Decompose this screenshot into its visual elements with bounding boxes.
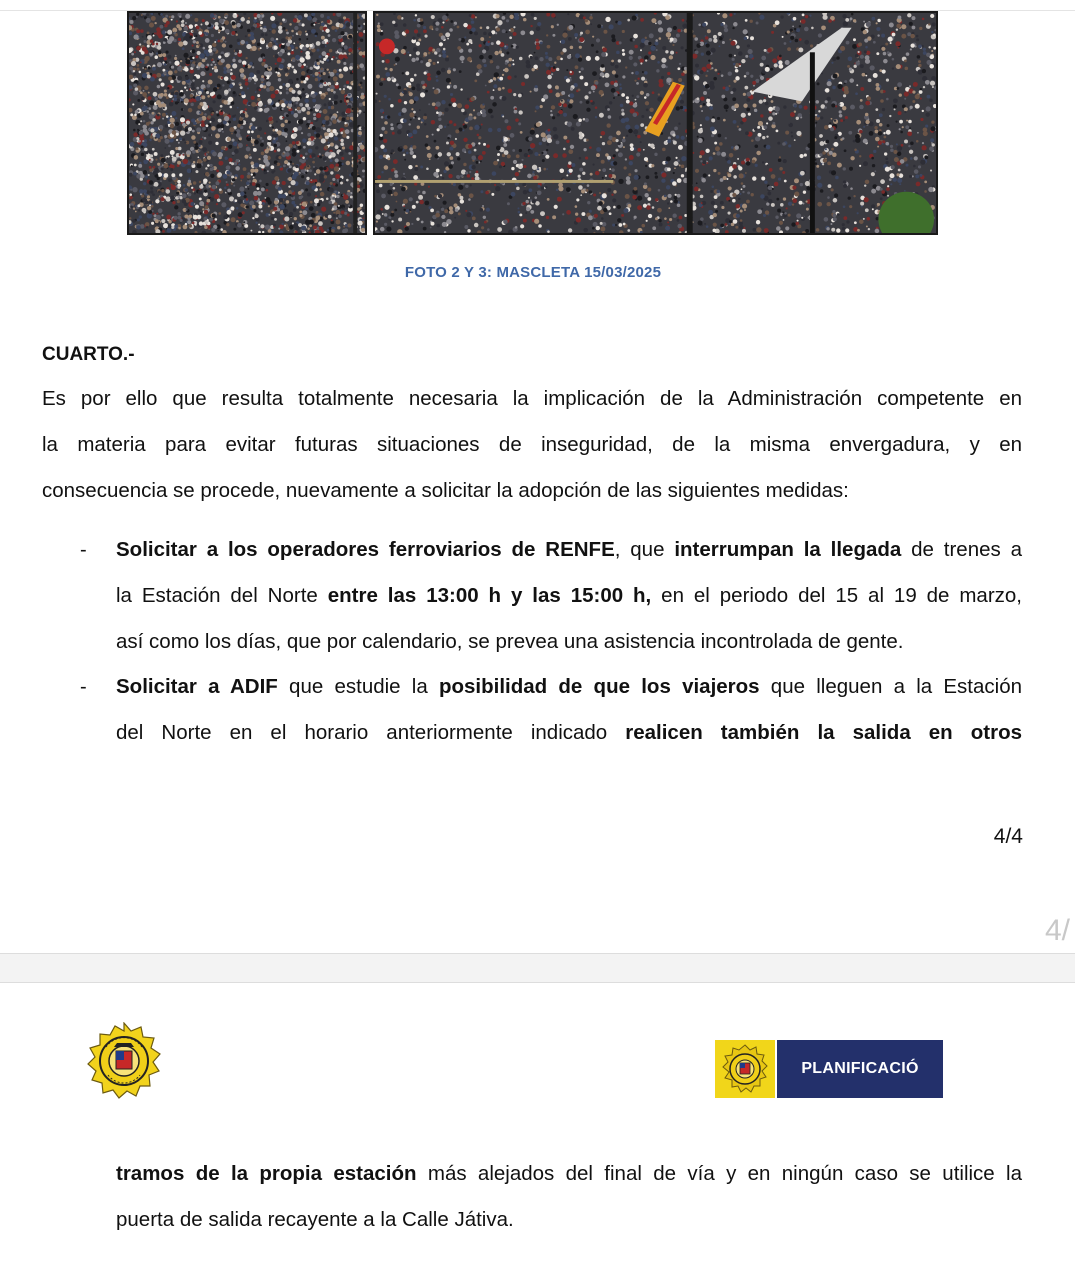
crowd-photo-2-image	[129, 13, 365, 233]
text-line	[116, 1197, 1022, 1243]
continuation-paragraph	[116, 1151, 1022, 1243]
section-heading: CUARTO.-	[42, 344, 135, 365]
bullet-dash: -	[80, 676, 87, 698]
bold-run: realicen también la salida en otros	[625, 721, 1022, 744]
text-run: que lleguen a la Estación	[759, 675, 1022, 698]
text-run: puerta de salida recayente a la Calle Játiva.	[116, 1208, 514, 1231]
bold-run: Solicitar a los operadores ferroviarios de RENFE	[116, 538, 615, 561]
page-number: 4/4	[993, 825, 1023, 848]
text-line	[116, 619, 1022, 665]
bullet-item-adif	[116, 664, 1022, 756]
bold-run: entre las 13:00 h y las 15:00 h,	[327, 584, 652, 607]
text-line	[116, 573, 1022, 619]
text-run: la Estación del Norte	[116, 584, 328, 607]
crowd-photo-2	[127, 11, 367, 235]
crowd-photo-3-image	[375, 13, 936, 233]
text-run: en el periodo del 15 al 19 de marzo,	[651, 584, 1023, 607]
paragraph-line: la materia para evitar futuras situaciones de inseguridad, de la misma envergadura, y en	[42, 433, 1022, 456]
bullet-item-renfe	[116, 527, 1022, 665]
paragraph-line: consecuencia se procede, nuevamente a solicitar la adopción de las siguientes medidas:	[42, 479, 849, 502]
crowd-photo-3	[373, 11, 938, 235]
planning-badge-logo	[715, 1040, 775, 1098]
planning-banner: PLANIFICACIÓ	[777, 1040, 943, 1098]
bold-run: Solicitar a ADIF	[116, 675, 278, 698]
page-break	[0, 953, 1075, 983]
bold-run: tramos de la propia estación	[116, 1162, 417, 1185]
bullet-dash: -	[80, 539, 87, 561]
text-run: que estudie la	[277, 675, 439, 698]
text-run: más alejados del final de vía y en ningún caso se utilice la	[416, 1162, 1022, 1185]
bold-run: interrumpan la llegada	[674, 538, 902, 561]
text-run: de trenes a	[901, 538, 1022, 561]
text-run: así como los días, que por calendario, se prevea una asistencia incontrolada de gente.	[116, 630, 904, 653]
text-run: , que	[614, 538, 675, 561]
section-paragraph	[42, 376, 1022, 514]
photo-caption: FOTO 2 Y 3: MASCLETA 15/03/2025	[404, 264, 662, 281]
text-line	[116, 664, 1022, 710]
police-badge-logo	[86, 1022, 162, 1100]
bold-run: posibilidad de que los viajeros	[438, 675, 760, 698]
text-line	[116, 527, 1022, 573]
text-run: del Norte en el horario anteriormente indicado	[116, 721, 626, 744]
paragraph-line: Es por ello que resulta totalmente necesaria la implicación de la Administración competente en	[42, 387, 1022, 410]
text-line	[116, 1151, 1022, 1197]
text-line	[116, 710, 1022, 756]
next-page-number-partial: 4/	[1045, 914, 1071, 947]
